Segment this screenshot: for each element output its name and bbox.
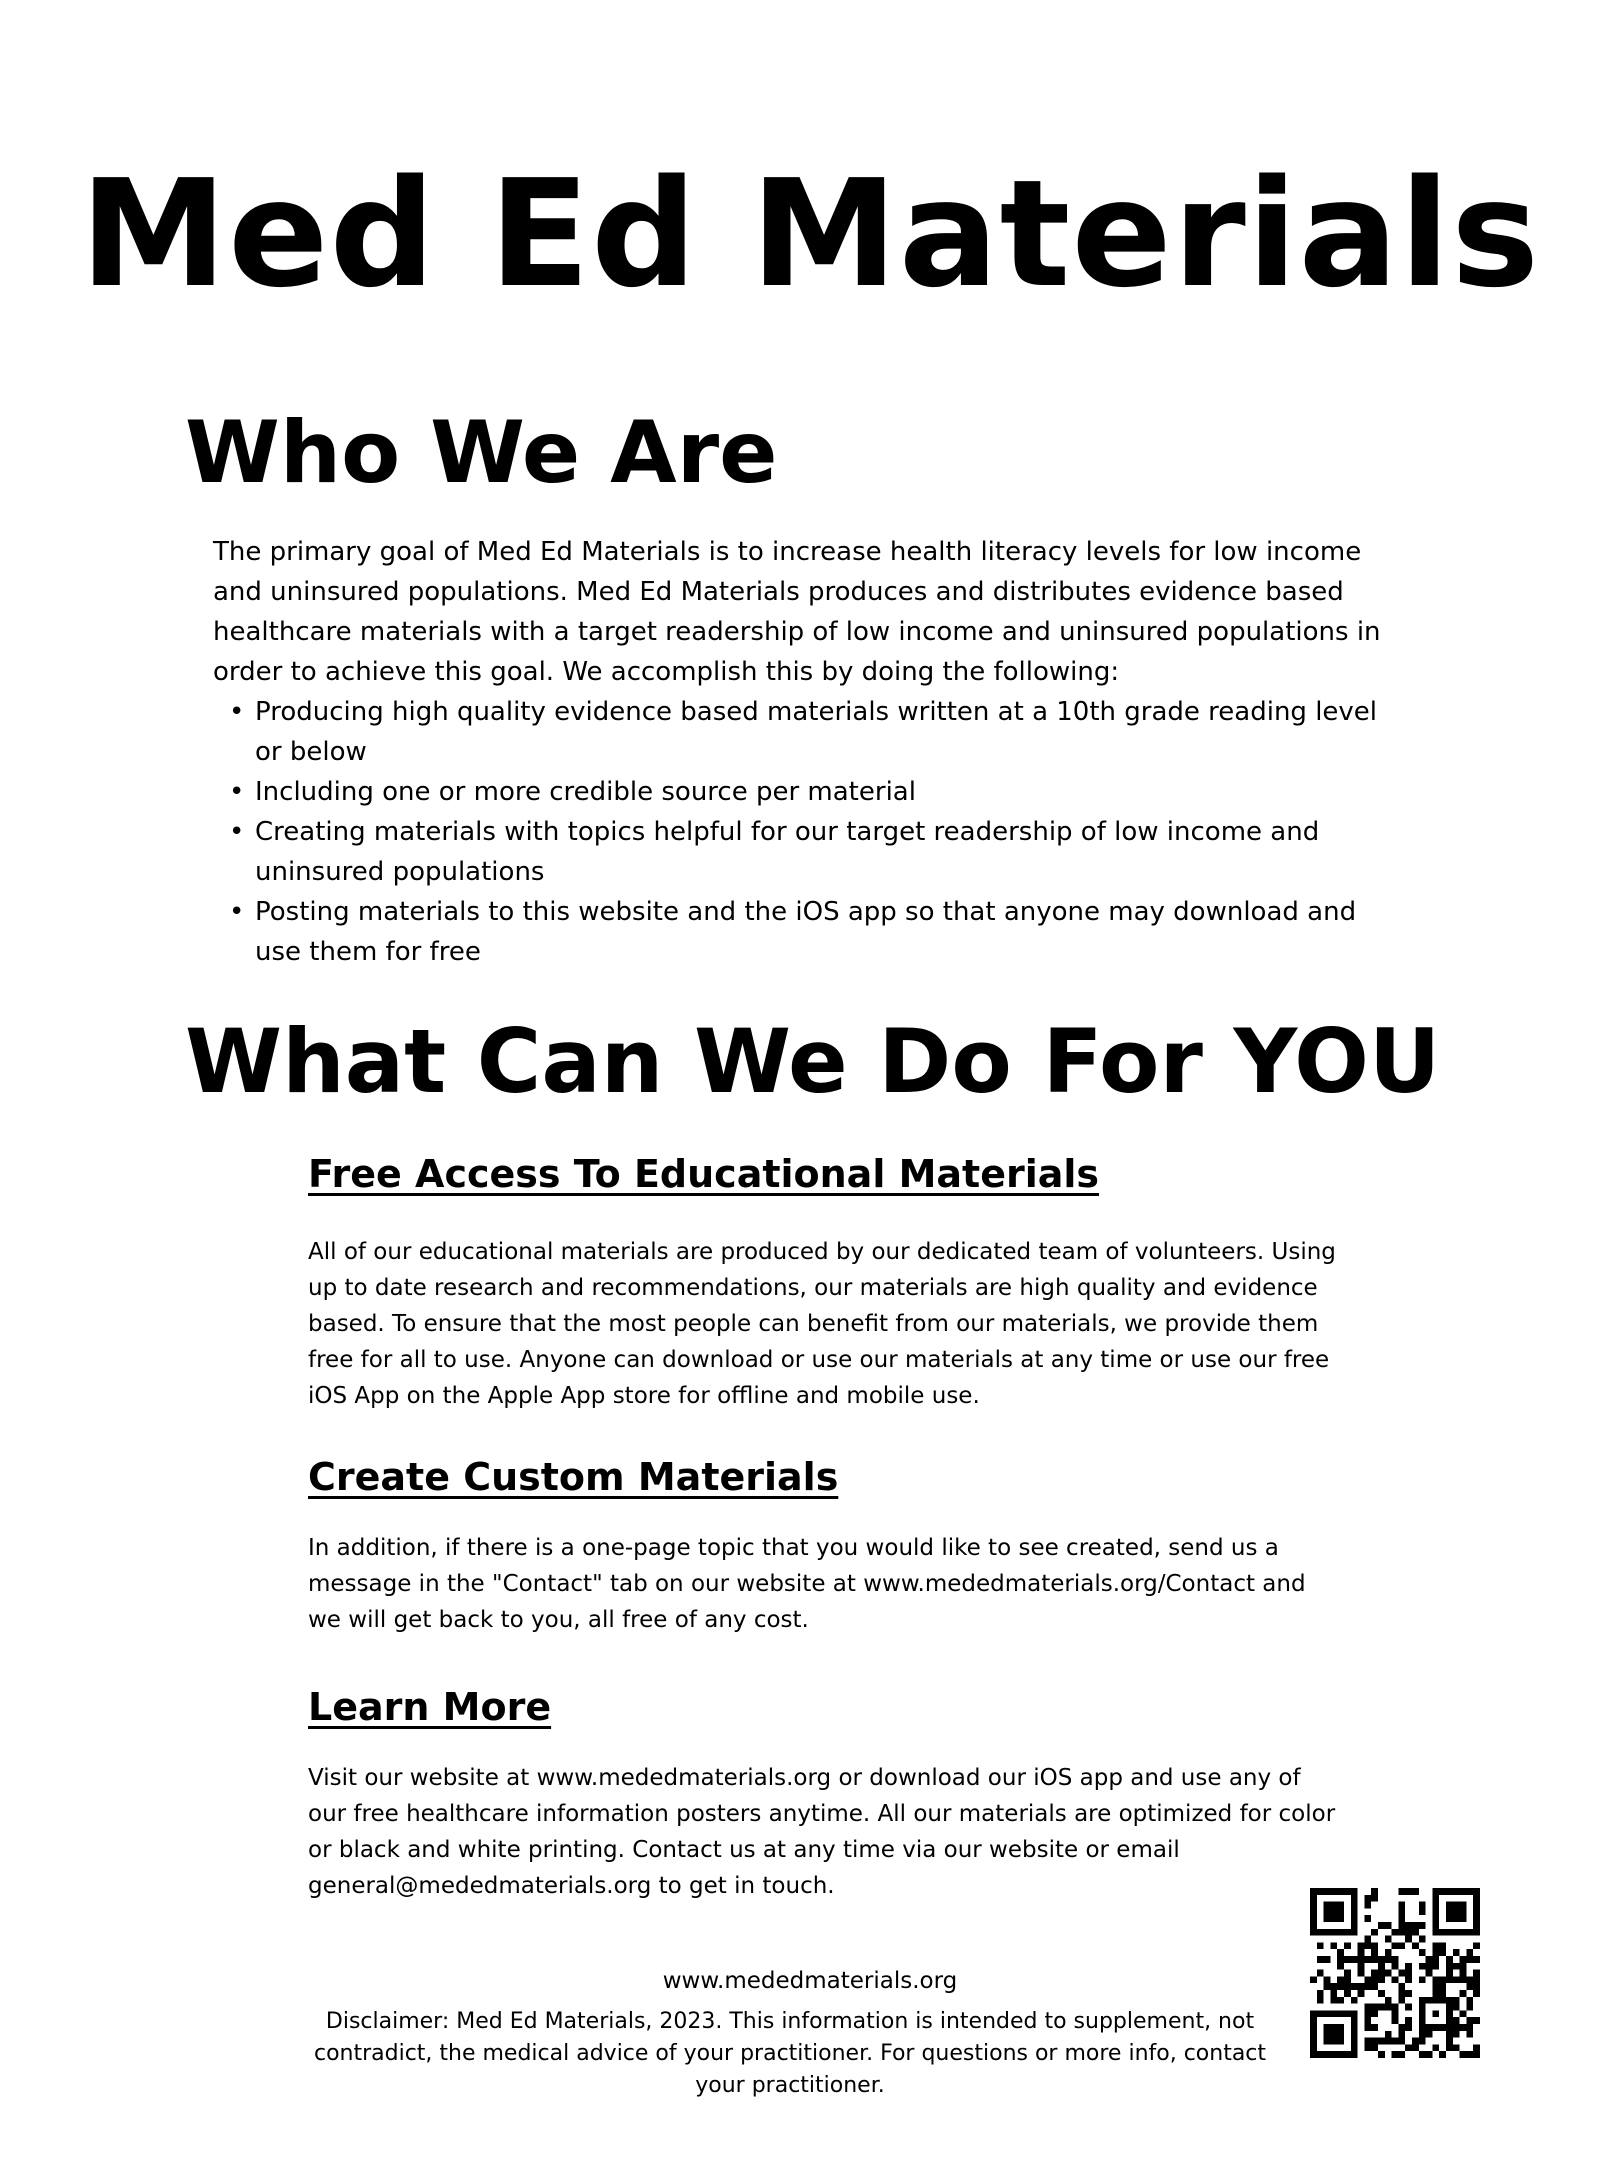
list-item: • Posting materials to this website and the iOS app so that anyone may download and use them for free bbox=[213, 892, 1385, 972]
list-item: • Producing high quality evidence based materials written at a 10th grade reading level or below bbox=[213, 692, 1385, 772]
who-we-are-heading: Who We Are bbox=[185, 403, 778, 503]
who-we-are-intro: The primary goal of Med Ed Materials is to increase health literacy levels for low income and uninsured populations. Med Ed Materials produces and distributes evidence based healthcare materials with a target readership of low income and uninsured populations in order to achieve this goal. We accomplish this by doing the following: bbox=[213, 537, 1381, 687]
page-title: Med Ed Materials bbox=[79, 148, 1541, 320]
goals-list bbox=[213, 692, 1413, 972]
disclaimer: Disclaimer: Med Ed Materials, 2023. This information is intended to supplement, not contradict, the medical advice of your practitioner. For questions or more info, contact your practitioner. bbox=[313, 2009, 1267, 2098]
list-item: • Creating materials with topics helpful for our target readership of low income and uninsured populations bbox=[213, 812, 1385, 892]
what-we-do-heading: What Can We Do For YOU bbox=[185, 1010, 1441, 1113]
footer-url: www.mededmaterials.org bbox=[662, 1968, 958, 1994]
qr-code-icon bbox=[1310, 1888, 1480, 2058]
custom-materials-heading: Create Custom Materials bbox=[308, 1455, 839, 1499]
custom-materials-body: In addition, if there is a one-page topic that you would like to see created, send us a message in the "Contact" tab on our website at www.mededmaterials.org/Contact and we will get back to you, all free of any cost. bbox=[308, 1535, 1306, 1633]
learn-more-heading: Learn More bbox=[308, 1685, 552, 1729]
free-access-heading: Free Access To Educational Materials bbox=[308, 1152, 1100, 1196]
free-access-body: All of our educational materials are produced by our dedicated team of volunteers. Using up to date research and recommendations, our materials are high quality and evidence based. To ensure that the most people can benefit from our materials, we provide them free for all to use. Anyone can download or use our materials at any time or use our free iOS App on the Apple App store for offline and mobile use. bbox=[308, 1239, 1336, 1409]
list-item: • Including one or more credible source per material bbox=[213, 772, 1385, 812]
learn-more-body: Visit our website at www.mededmaterials.org or download our iOS app and use any of our free healthcare information posters anytime. All our materials are optimized for color or black and white printing. Contact us at any time via our website or email general@mededmaterials.org to get in touch. bbox=[308, 1765, 1336, 1899]
